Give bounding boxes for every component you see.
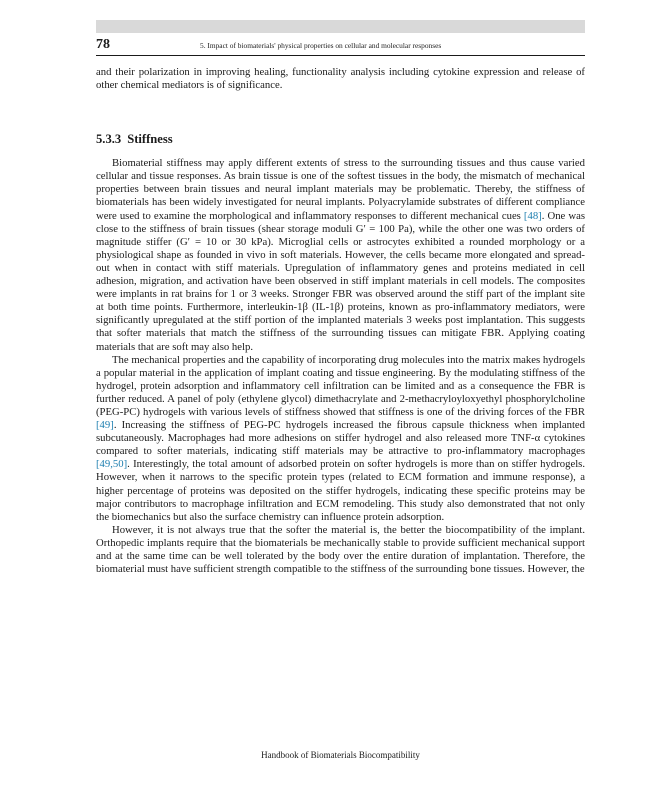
section-number: 5.3.3 (96, 132, 122, 147)
page-number: 78 (96, 37, 110, 52)
paragraph-orthopedic: However, it is not always true that the softer the material is, the better the biocompatibility of the implant. Orthopedic implants require that the biomaterials be mechanically stable to provide sufficient mechanical support and at the same time can be well tolerated by the body over the entire duration of implantation. Therefore, the biomaterial must have sufficient strength compatible to the stiffness of the surrounding bone tissues. However, the (96, 523, 585, 576)
citation-link[interactable]: [48] (523, 209, 542, 222)
paragraph-text: . One was close to the stiffness of brain tissues (shear storage moduli G′ = 100 Pa), while the other one was two orders of magnitude stiffer (G′ = 10 or 30 kPa). Microglial cells or astrocytes exhibited a rounded morphology or a physiological shape as founded in vivo in soft materials. However, the cells became more elongated and spread-out when in contact with stiff materials. Upregulation of inflammatory genes and proteins mediated in cell adhesion, migration, and activation have been observed in stiff implant materials in cell models. The composites were implants in rat brains for 1 or 3 weeks. Stronger FBR was observed around the stiff part of the implant site at both time points. Furthermore, interleukin-1β (IL-1β) proteins, known as pro-inflammatory mediators, were significantly upregulated at the stiff portion of the implanted materials 3 weeks post implantation. This suggests that softer materials that match the stiffness of the surrounding tissues can mitigate FBR. Applying coating materials that are soft may also help. (96, 209, 585, 353)
section-title: Stiffness (127, 132, 173, 147)
paragraph-hydrogels (96, 354, 585, 524)
paragraph-text: The mechanical properties and the capability of incorporating drug molecules into the matrix makes hydrogels a popular material in the application of implant coating and tissue engineering. By the modulating stiffness of the hydrogel, protein adsorption and inflammatory cell infiltration can be limited and as a consequence the FBR is further reduced. A panel of poly (ethylene glycol) dimethacrylate and 2-methacryloyloxyethyl phosphorylcholine (PEG-PC) hydrogels with various levels of stiffness showed that stiffness is one of the driving forces of the FBR (96, 353, 585, 418)
section-heading (96, 132, 585, 147)
citation-link[interactable]: [49] (96, 419, 114, 432)
paragraph-text: . Increasing the stiffness of PEG-PC hydrogels increased the fibrous capsule thickness when implanted subcutaneously. Macrophages had more adhesions on stiffer hydrogel and also released more TNF-α cytokines compared to softer materials, indicating stiff materials may be attractive to pro-inflammatory macrophages (96, 419, 585, 458)
page-body (96, 66, 585, 576)
header-rule (96, 55, 585, 56)
citation-link[interactable]: [49,50] (96, 458, 128, 471)
footer-book-title: Handbook of Biomaterials Biocompatibility (261, 750, 420, 760)
paragraph-stiffness-neural (96, 157, 585, 353)
paragraph-text: . Interestingly, the total amount of adsorbed protein on softer hydrogels is more than on stiffer hydrogels. However, when it narrows to the specific protein types (related to ECM formation and immune response), a higher percentage of proteins was deposited on the stiffer hydrogels, indicating these specific proteins may be major contributors to macrophage infiltration and ECM remodeling. This study also demonstrated that not only the biomechanics but also the surface chemistry can influence protein adsorption. (96, 458, 585, 523)
header-bar (96, 20, 585, 33)
running-title: 5. Impact of biomaterials' physical properties on cellular and molecular responses (200, 41, 442, 50)
paragraph-text: Biomaterial stiffness may apply different extents of stress to the surrounding tissues and thus cause varied cellular and tissue responses. As brain tissue is one of the softest tissues in the body, the mismatch of mechanical properties between brain tissues and neural implant materials may be problematic. Thereby, the stiffness of biomaterials has been widely investigated for neural implants. Polyacrylamide substrates of different compliance were used to examine the morphological and inflammatory responses to different mechanical cues (96, 157, 585, 222)
intro-paragraph: and their polarization in improving healing, functionality analysis including cytokine expression and release of other chemical mediators is of significance. (96, 66, 585, 92)
